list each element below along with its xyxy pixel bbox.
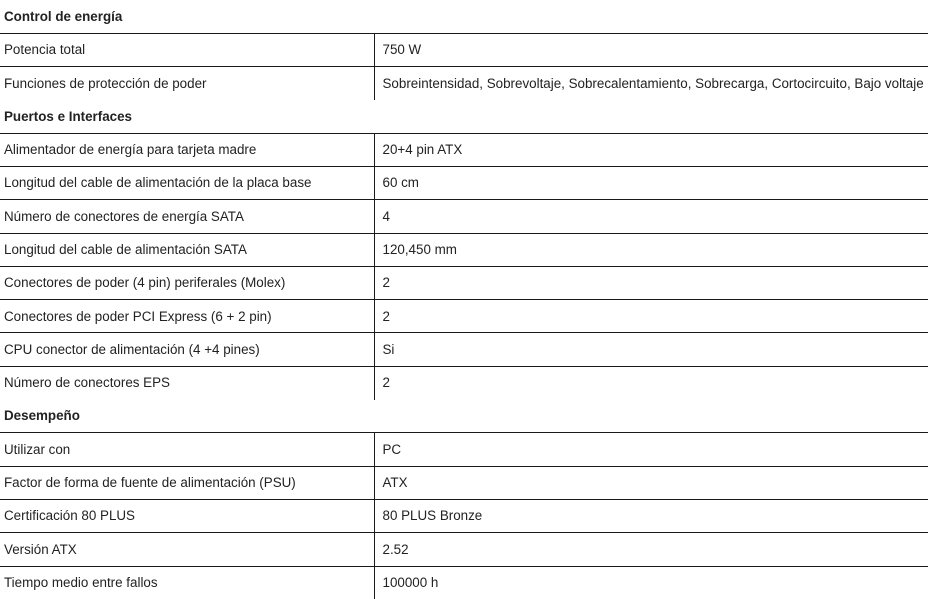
row-value: 80 PLUS Bronze xyxy=(374,499,928,532)
row-value: 4 xyxy=(374,200,928,233)
section-title: Puertos e Interfaces xyxy=(0,100,928,133)
row-value: Sobreintensidad, Sobrevoltaje, Sobrecalentamiento, Sobrecarga, Cortocircuito, Bajo voltaje xyxy=(374,67,928,100)
row-label: Utilizar con xyxy=(0,433,374,466)
section-title: Desempeño xyxy=(0,400,928,433)
row-value: 120,450 mm xyxy=(374,233,928,266)
row-label: Versión ATX xyxy=(0,533,374,566)
row-label: CPU conector de alimentación (4 +4 pines) xyxy=(0,333,374,366)
table-row xyxy=(0,499,928,532)
table-row xyxy=(0,233,928,266)
row-label: Conectores de poder (4 pin) periferales (Molex) xyxy=(0,266,374,299)
table-row xyxy=(0,333,928,366)
section-header-performance xyxy=(0,400,928,433)
row-label: Tiempo medio entre fallos xyxy=(0,566,374,599)
row-value: 60 cm xyxy=(374,166,928,199)
table-row xyxy=(0,166,928,199)
row-value: 2 xyxy=(374,300,928,333)
row-value: 750 W xyxy=(374,33,928,66)
row-value: 2 xyxy=(374,266,928,299)
table-row xyxy=(0,266,928,299)
section-title: Control de energía xyxy=(0,0,928,33)
table-row xyxy=(0,366,928,399)
row-label: Número de conectores de energía SATA xyxy=(0,200,374,233)
row-label: Número de conectores EPS xyxy=(0,366,374,399)
row-value: Si xyxy=(374,333,928,366)
table-row xyxy=(0,33,928,66)
section-header-power-control xyxy=(0,0,928,33)
table-row xyxy=(0,433,928,466)
row-value: 100000 h xyxy=(374,566,928,599)
table-row xyxy=(0,300,928,333)
row-label: Potencia total xyxy=(0,33,374,66)
row-label: Certificación 80 PLUS xyxy=(0,499,374,532)
table-row xyxy=(0,200,928,233)
table-row xyxy=(0,466,928,499)
row-label: Conectores de poder PCI Express (6 + 2 pin) xyxy=(0,300,374,333)
row-value: PC xyxy=(374,433,928,466)
table-row xyxy=(0,133,928,166)
row-value: ATX xyxy=(374,466,928,499)
row-label: Longitud del cable de alimentación de la placa base xyxy=(0,166,374,199)
table-row xyxy=(0,566,928,599)
section-header-ports-interfaces xyxy=(0,100,928,133)
row-value: 2 xyxy=(374,366,928,399)
row-value: 20+4 pin ATX xyxy=(374,133,928,166)
table-row xyxy=(0,67,928,100)
row-label: Funciones de protección de poder xyxy=(0,67,374,100)
row-label: Alimentador de energía para tarjeta madre xyxy=(0,133,374,166)
row-label: Longitud del cable de alimentación SATA xyxy=(0,233,374,266)
row-label: Factor de forma de fuente de alimentación (PSU) xyxy=(0,466,374,499)
table-row xyxy=(0,533,928,566)
row-value: 2.52 xyxy=(374,533,928,566)
